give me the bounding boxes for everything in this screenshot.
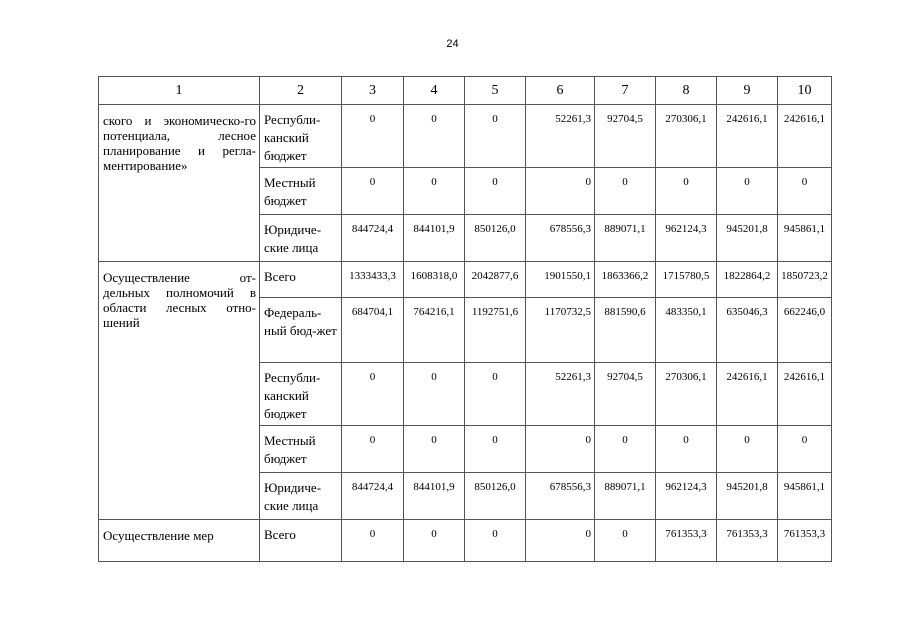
value-cell: 678556,3 — [526, 215, 595, 262]
value-cell: 662246,0 — [778, 298, 832, 363]
header-cell: 1 — [99, 77, 260, 105]
value-cell: 0 — [656, 426, 717, 473]
value-cell: 483350,1 — [656, 298, 717, 363]
value-cell: 0 — [465, 363, 526, 426]
value-cell: 0 — [342, 168, 404, 215]
value-cell: 761353,3 — [778, 520, 832, 562]
value-cell: 889071,1 — [595, 215, 656, 262]
value-cell: 270306,1 — [656, 363, 717, 426]
value-cell: 242616,1 — [778, 105, 832, 168]
value-cell: 0 — [717, 426, 778, 473]
value-cell: 761353,3 — [717, 520, 778, 562]
value-cell: 850126,0 — [465, 215, 526, 262]
value-cell: 0 — [595, 520, 656, 562]
value-cell: 0 — [342, 426, 404, 473]
value-cell: 678556,3 — [526, 473, 595, 520]
value-cell: 270306,1 — [656, 105, 717, 168]
value-cell: 0 — [595, 168, 656, 215]
value-cell: 881590,6 — [595, 298, 656, 363]
value-cell: 945201,8 — [717, 215, 778, 262]
header-cell: 7 — [595, 77, 656, 105]
value-cell: 761353,3 — [656, 520, 717, 562]
funding-source: Федераль-ный бюд-жет — [260, 298, 342, 363]
value-cell: 0 — [404, 363, 465, 426]
table-row — [99, 520, 832, 562]
value-cell: 1170732,5 — [526, 298, 595, 363]
value-cell: 635046,3 — [717, 298, 778, 363]
value-cell: 844101,9 — [404, 473, 465, 520]
value-cell: 844101,9 — [404, 215, 465, 262]
value-cell: 962124,3 — [656, 473, 717, 520]
value-cell: 945861,1 — [778, 473, 832, 520]
row-description: Осуществление от-дельных полномочий в области лесных отно-шений — [99, 262, 260, 520]
value-cell: 0 — [404, 168, 465, 215]
value-cell: 0 — [465, 426, 526, 473]
funding-source: Республи-канский бюджет — [260, 363, 342, 426]
funding-source: Местный бюджет — [260, 426, 342, 473]
budget-table — [98, 76, 832, 562]
value-cell: 0 — [526, 168, 595, 215]
value-cell: 1192751,6 — [465, 298, 526, 363]
row-description: Осуществление мер — [99, 520, 260, 562]
value-cell: 0 — [404, 520, 465, 562]
value-cell: 1863366,2 — [595, 262, 656, 298]
value-cell: 962124,3 — [656, 215, 717, 262]
page-number: 24 — [446, 38, 459, 50]
value-cell: 1901550,1 — [526, 262, 595, 298]
value-cell: 0 — [595, 426, 656, 473]
header-cell: 6 — [526, 77, 595, 105]
value-cell: 0 — [465, 168, 526, 215]
value-cell: 0 — [465, 105, 526, 168]
value-cell: 764216,1 — [404, 298, 465, 363]
header-cell: 2 — [260, 77, 342, 105]
funding-source: Местный бюджет — [260, 168, 342, 215]
value-cell: 0 — [342, 520, 404, 562]
header-cell: 9 — [717, 77, 778, 105]
value-cell: 52261,3 — [526, 363, 595, 426]
value-cell: 0 — [778, 168, 832, 215]
header-cell: 8 — [656, 77, 717, 105]
value-cell: 0 — [342, 105, 404, 168]
value-cell: 1608318,0 — [404, 262, 465, 298]
value-cell: 92704,5 — [595, 105, 656, 168]
value-cell: 0 — [526, 520, 595, 562]
value-cell: 92704,5 — [595, 363, 656, 426]
value-cell: 844724,4 — [342, 215, 404, 262]
value-cell: 945861,1 — [778, 215, 832, 262]
value-cell: 1822864,2 — [717, 262, 778, 298]
value-cell: 0 — [404, 105, 465, 168]
value-cell: 0 — [526, 426, 595, 473]
table-row — [99, 262, 832, 298]
value-cell: 242616,1 — [717, 363, 778, 426]
value-cell: 0 — [778, 426, 832, 473]
value-cell: 0 — [656, 168, 717, 215]
value-cell: 242616,1 — [778, 363, 832, 426]
value-cell: 0 — [342, 363, 404, 426]
table-row — [99, 105, 832, 168]
value-cell: 52261,3 — [526, 105, 595, 168]
funding-source: Юридиче-ские лица — [260, 215, 342, 262]
header-cell: 4 — [404, 77, 465, 105]
value-cell: 945201,8 — [717, 473, 778, 520]
value-cell: 1850723,2 — [778, 262, 832, 298]
value-cell: 0 — [465, 520, 526, 562]
funding-source: Республи-канский бюджет — [260, 105, 342, 168]
value-cell: 1715780,5 — [656, 262, 717, 298]
value-cell: 684704,1 — [342, 298, 404, 363]
funding-source: Всего — [260, 520, 342, 562]
value-cell: 0 — [404, 426, 465, 473]
value-cell: 850126,0 — [465, 473, 526, 520]
header-cell: 10 — [778, 77, 832, 105]
value-cell: 2042877,6 — [465, 262, 526, 298]
header-row — [99, 77, 832, 105]
value-cell: 889071,1 — [595, 473, 656, 520]
funding-source: Всего — [260, 262, 342, 298]
value-cell: 0 — [717, 168, 778, 215]
value-cell: 242616,1 — [717, 105, 778, 168]
value-cell: 1333433,3 — [342, 262, 404, 298]
header-cell: 5 — [465, 77, 526, 105]
value-cell: 844724,4 — [342, 473, 404, 520]
row-description: ского и экономическо-го потенциала, лесное планирование и регла-ментирование» — [99, 105, 260, 262]
funding-source: Юридиче-ские лица — [260, 473, 342, 520]
header-cell: 3 — [342, 77, 404, 105]
